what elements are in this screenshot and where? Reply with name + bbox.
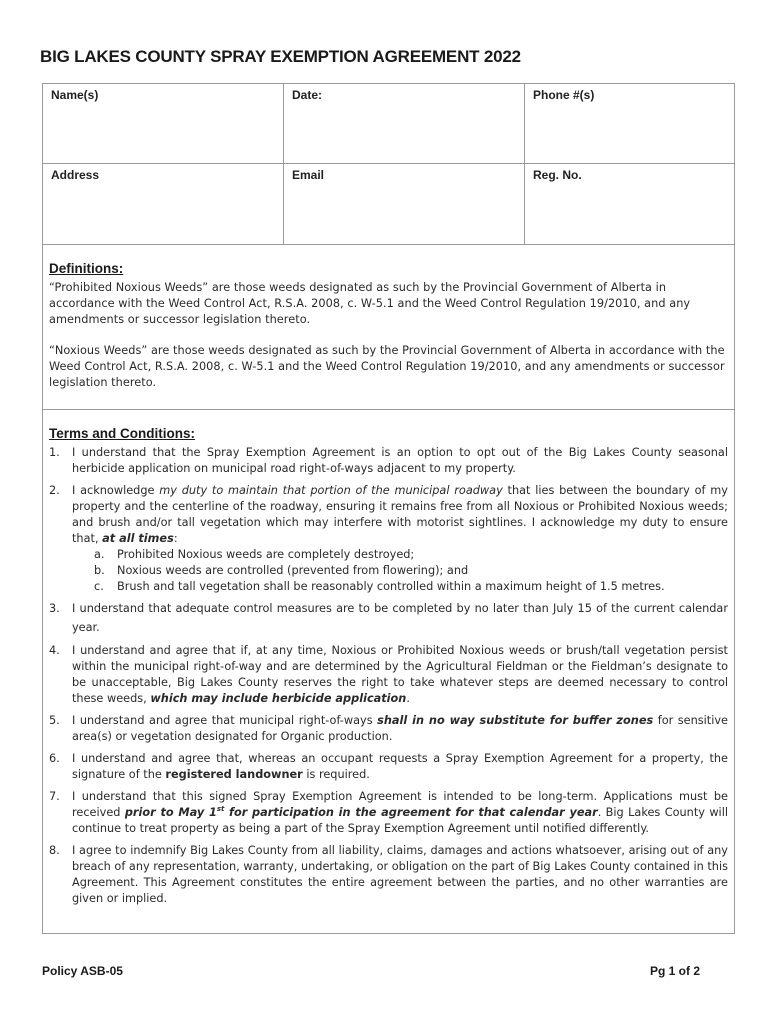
- term-text: I understand that adequate control measures are to be completed by no later than July 15 of the current calendar year.: [72, 602, 728, 634]
- term-emphasis: prior to May 1: [124, 806, 217, 819]
- definitions-heading: Definitions:: [49, 261, 124, 276]
- applicant-info-grid: [43, 84, 734, 245]
- term-text: I understand that this signed Spray Exemption Agreement is intended to be long-term. Applications must be received: [72, 790, 728, 819]
- term-emphasis: for participation in the agreement for that calendar year: [224, 806, 598, 819]
- definition-noxious: “Noxious Weeds” are those weeds designated as such by the Provincial Government of Alberta in accordance with the Weed Control Act, R.S.A. 2008, c. W-5.1 and the Weed Control Regulation 19/2010, and any amendments or successor legislation thereto.: [49, 344, 725, 389]
- term-number: 3.: [49, 602, 60, 615]
- term-item: [49, 789, 728, 837]
- address-field[interactable]: Address: [43, 164, 284, 245]
- sub-number: b.: [94, 564, 105, 577]
- sub-text: Brush and tall vegetation shall be reasonably controlled within a maximum height of 1.5 metres.: [117, 580, 665, 593]
- sub-item: [94, 579, 728, 595]
- term-item: [49, 599, 728, 637]
- reg-no-field[interactable]: Reg. No.: [525, 164, 734, 245]
- document-title: BIG LAKES COUNTY SPRAY EXEMPTION AGREEMENT 2022: [40, 47, 521, 66]
- term-item: [49, 643, 728, 707]
- term-number: 6.: [49, 752, 60, 765]
- term-text: .: [406, 692, 410, 705]
- definitions-section: [43, 245, 734, 410]
- sub-item: [94, 547, 728, 563]
- term-text: :: [173, 532, 178, 545]
- term-text: I understand that the Spray Exemption Agreement is an option to opt out of the Big Lakes County seasonal herbicide application on municipal road right-of-ways adjacent to my property.: [72, 446, 728, 475]
- terms-list: [49, 445, 728, 907]
- term-emphasis: registered landowner: [165, 768, 303, 781]
- terms-heading: Terms and Conditions:: [49, 426, 196, 441]
- term-text: for sensitive area(s) or vegetation designated for Organic production.: [72, 714, 728, 743]
- sub-item: [94, 563, 728, 579]
- term-text: I understand and agree that, whereas an occupant requests a Spray Exemption Agreement for a property, the signature of the: [72, 752, 728, 781]
- policy-number: Policy ASB-05: [42, 964, 123, 978]
- definition-prohibited-noxious: “Prohibited Noxious Weeds” are those weeds designated as such by the Provincial Government of Alberta in accordance with the Weed Control Act, R.S.A. 2008, c. W-5.1 and the Weed Control Regulation 19/2010, and any amendments or successor legislation thereto.: [49, 281, 691, 326]
- agreement-form: [42, 83, 735, 934]
- term-text: . Big Lakes County will continue to treat property as being a part of the Spray Exemption Agreement until notified differently.: [72, 806, 728, 835]
- term-emphasis: my duty to maintain that portion of the municipal roadway: [159, 484, 503, 497]
- terms-section: [43, 410, 734, 913]
- sub-list: [72, 547, 728, 595]
- date-field[interactable]: Date:: [284, 84, 525, 164]
- superscript: st: [216, 805, 225, 814]
- term-number: 2.: [49, 484, 60, 497]
- page-number: Pg 1 of 2: [649, 964, 700, 978]
- sub-text: Noxious weeds are controlled (prevented from flowering); and: [117, 564, 469, 577]
- term-number: 8.: [49, 844, 60, 857]
- term-number: 4.: [49, 644, 60, 657]
- term-number: 5.: [49, 714, 60, 727]
- sub-text: Prohibited Noxious weeds are completely destroyed;: [117, 548, 415, 561]
- term-text: that lies between the boundary of my property and the centerline of the roadway, ensuring it remains free from all Noxious or Prohibited Noxious weeds; and brush and/or tall vegetation which may interfere with motorist sightlines. I acknowledge my duty to ensure that,: [72, 484, 728, 545]
- email-field[interactable]: Email: [284, 164, 525, 245]
- term-text: I agree to indemnify Big Lakes County from all liability, claims, damages and actions whatsoever, arising out of any breach of any representation, warranty, undertaking, or obligation on the part of Big Lakes County contained in this Agreement. This Agreement constitutes the entire agreement between the parties, and no other warranties are given or implied.: [72, 844, 728, 905]
- names-field[interactable]: Name(s): [43, 84, 284, 164]
- term-item: [49, 483, 728, 595]
- term-item: [49, 843, 728, 907]
- term-number: 7.: [49, 790, 60, 803]
- term-item: [49, 751, 728, 783]
- term-text: I understand and agree that if, at any time, Noxious or Prohibited Noxious weeds or brush/tall vegetation persist within the municipal right-of-way and are determined by the Agricultural Fieldman or the Fieldman’s designate to be unacceptable, Big Lakes County reserves the right to take whatever steps are deemed necessary to control these weeds,: [72, 644, 728, 705]
- term-emphasis: which may include herbicide application: [150, 692, 407, 705]
- term-item: [49, 445, 728, 477]
- sub-number: a.: [94, 548, 105, 561]
- phone-field[interactable]: Phone #(s): [525, 84, 734, 164]
- term-number: 1.: [49, 446, 60, 459]
- term-text: I understand and agree that municipal right-of-ways: [72, 714, 378, 727]
- term-text: I acknowledge: [72, 484, 160, 497]
- term-emphasis: shall in no way substitute for buffer zones: [377, 714, 654, 727]
- sub-number: c.: [94, 580, 104, 593]
- term-emphasis: at all times: [102, 532, 174, 545]
- term-item: [49, 713, 728, 745]
- term-text: is required.: [302, 768, 370, 781]
